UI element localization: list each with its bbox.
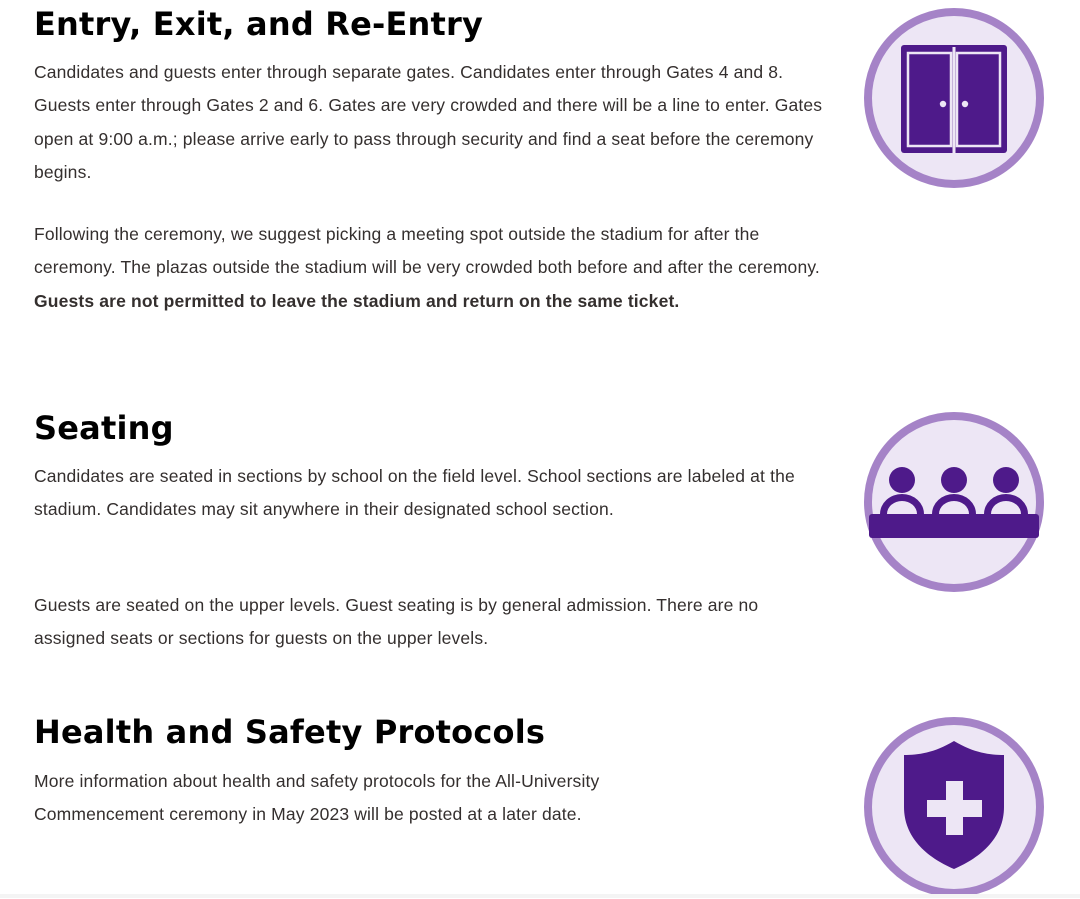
paragraph-candidate-seating: Candidates are seated in sections by school on the field level. School sections are labeled at the stadium. Candidates may sit anywhere in their designated school section. xyxy=(34,466,795,520)
door-icon xyxy=(862,6,1046,190)
page-bottom-edge xyxy=(0,894,1080,898)
shield-cross-icon xyxy=(862,715,1046,899)
people-seated-icon xyxy=(862,410,1046,594)
section-title-entry-exit: Entry, Exit, and Re-Entry xyxy=(34,5,484,43)
paragraph-exit-text: Following the ceremony, we suggest picking a meeting spot outside the stadium for after the ceremony. The plazas outside the stadium will be very crowded both before and after the ceremony. xyxy=(34,224,820,278)
section-title-seating: Seating xyxy=(34,409,174,447)
paragraph-entry-gates: Candidates and guests enter through separate gates. Candidates enter through Gates 4 and 8. Guests enter through Gates 2 and 6. Gates are very crowded and there will be a line to enter. Gates open at 9:00 a.m.; please arrive early to pass through security and find a seat before the ceremony begins. xyxy=(34,62,823,183)
paragraph-exit xyxy=(34,218,824,318)
reentry-warning: Guests are not permitted to leave the stadium and return on the same ticket. xyxy=(34,290,680,311)
section-title-health-safety: Health and Safety Protocols xyxy=(34,713,546,751)
paragraph-guest-seating: Guests are seated on the upper levels. Guest seating is by general admission. There are no assigned seats or sections for guests on the upper levels. xyxy=(34,595,759,649)
paragraph-health-safety: More information about health and safety protocols for the All-University Commencement ceremony in May 2023 will be posted at a later date. xyxy=(34,771,600,825)
